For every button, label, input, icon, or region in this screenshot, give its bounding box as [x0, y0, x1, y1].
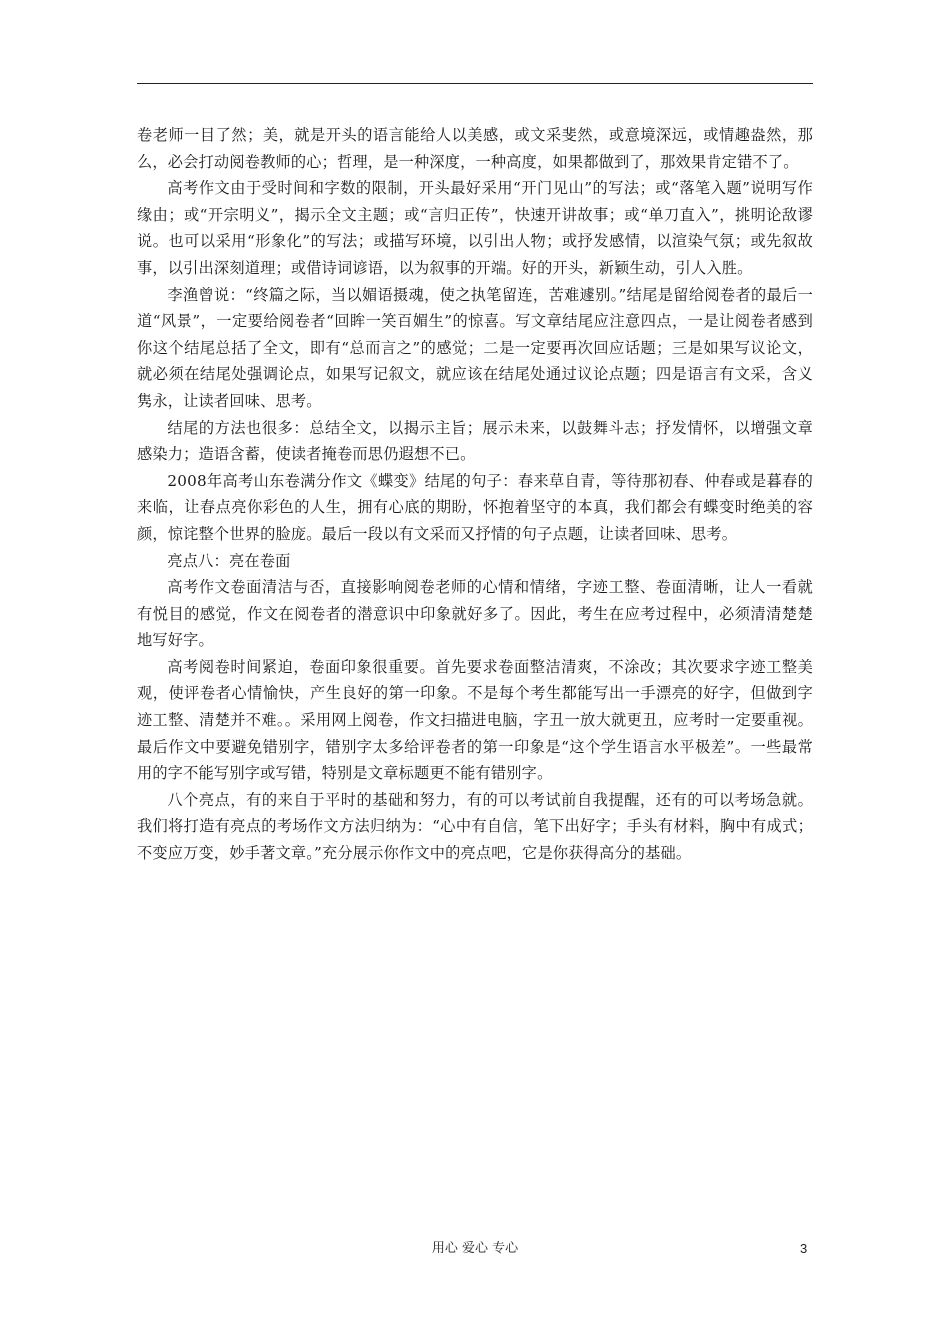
section-heading: 亮点八：亮在卷面 — [167, 551, 291, 570]
paragraph-1: 卷老师一目了然；美，就是开头的语言能给人以美感，或文采斐然，或意境深远，或情趣盎然，那么，必会打动阅卷教师的心；哲理，是一种深度，一种高度，如果都做到了，那效果肯定错不了。 — [137, 126, 813, 171]
paragraph-5: 2008年高考山东卷满分作文《蝶变》结尾的句子：春来草自青，等待那初春、仲春或是暮春的来临，让春点亮你彩色的人生，拥有心底的期盼，怀抱着坚守的本真，我们都会有蝶变时绝美的容颜，惊诧整个世界的脸庞。最后一段以有文采而又抒情的句子点题，让读者回味、思考。 — [137, 471, 813, 543]
paragraph-3: 李渔曾说：“终篇之际，当以媚语摄魂，使之执笔留连，苦难遽别。”结尾是留给阅卷者的最后一道“风景”，一定要给阅卷者“回眸一笑百媚生”的惊喜。写文章结尾应注意四点，一是让阅卷者感到你这个结尾总括了全文，即有“总而言之”的感觉；二是一定要再次回应话题；三是如果写议论文，就必须在结尾处强调论点，如果写记叙文，就应该在结尾处通过议论点题；四是语言有文采，含义隽永，让读者回味、思考。 — [137, 285, 813, 410]
paragraph-4: 结尾的方法也很多：总结全文，以揭示主旨；展示未来，以鼓舞斗志；抒发情怀，以增强文章感染力；造语含蓄，使读者掩卷而思仍遐想不已。 — [137, 418, 813, 464]
footer-motto: 用心 爱心 专心 — [431, 1241, 519, 1256]
paragraph-9: 八个亮点，有的来自于平时的基础和努力，有的可以考试前自我提醒，还有的可以考场急就。我们将打造有亮点的考场作文方法归纳为：“心中有自信，笔下出好字；手头有材料，胸中有成式；不变应万变，妙手著文章。”充分展示你作文中的亮点吧，它是你获得高分的基础。 — [137, 790, 813, 863]
document-body — [137, 122, 813, 867]
paragraph-2: 高考作文由于受时间和字数的限制，开头最好采用“开门见山”的写法；或“落笔入题”说明写作缘由；或“开宗明义”，揭示全文主题；或“言归正传”，快速开讲故事；或“单刀直入”，挑明论敌谬说。也可以采用“形象化”的写法；或描写环境，以引出人物；或抒发感情，以渲染气氛；或先叙故事，以引出深刻道理；或借诗词谚语，以为叙事的开端。好的开头，新颖生动，引人入胜。 — [137, 179, 813, 277]
page-number: 3 — [800, 1241, 808, 1256]
paragraph-8: 高考阅卷时间紧迫，卷面印象很重要。首先要求卷面整洁清爽，不涂改；其次要求字迹工整美观，使评卷者心情愉快，产生良好的第一印象。不是每个考生都能写出一手漂亮的好字，但做到字迹工整、清楚并不难。。采用网上阅卷，作文扫描进电脑，字丑一放大就更丑，应考时一定要重视。最后作文中要避免错别字，错别字太多给评卷者的第一印象是“这个学生语言水平极差”。一些最常用的字不能写别字或写错，特别是文章标题更不能有错别字。 — [137, 657, 813, 783]
header-rule — [137, 83, 813, 84]
paragraph-7: 高考作文卷面清洁与否，直接影响阅卷老师的心情和情绪，字迹工整、卷面清晰，让人一看就有悦目的感觉，作文在阅卷者的潜意识中印象就好多了。因此，考生在应考过程中，必须清清楚楚地写好字。 — [137, 578, 813, 650]
